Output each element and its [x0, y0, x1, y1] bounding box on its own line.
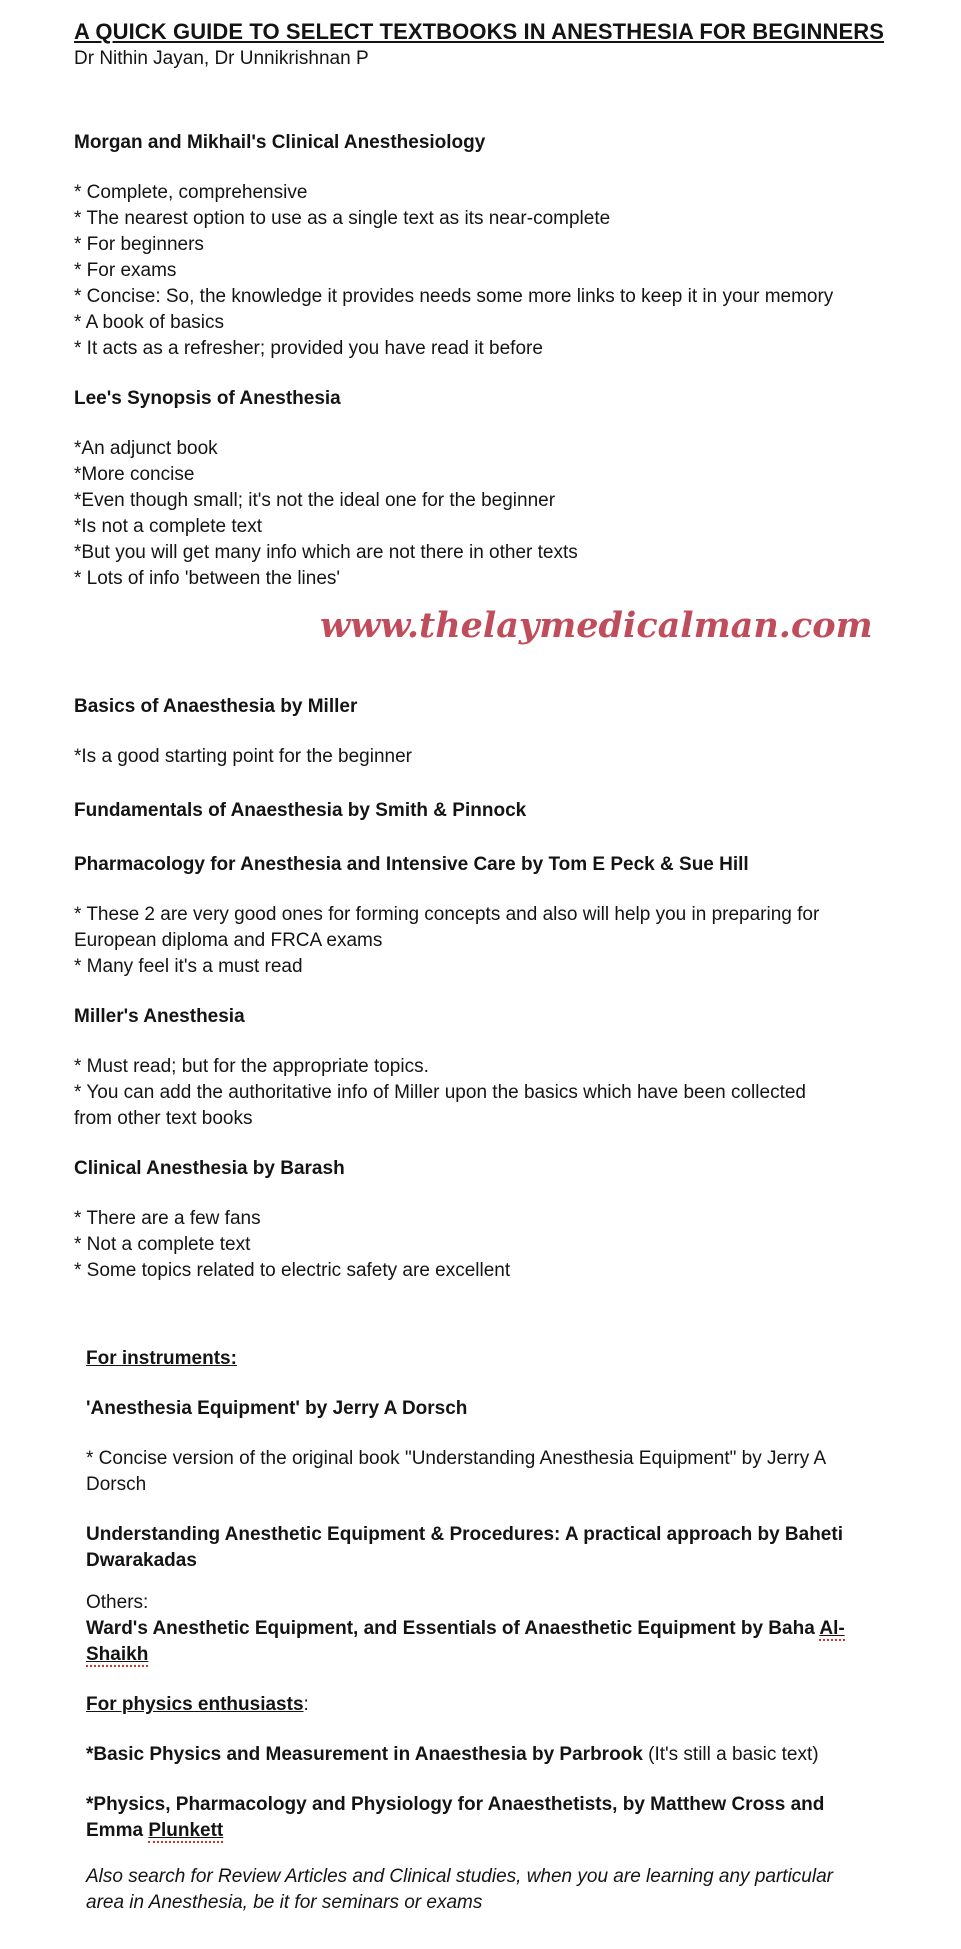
section-heading-morgan: Morgan and Mikhail's Clinical Anesthesiology [74, 132, 486, 153]
bullet-line: *An adjunct book [74, 438, 218, 459]
bullet-line: *Is a good starting point for the beginner [74, 746, 413, 767]
bullet-line: * Lots of info 'between the lines' [74, 568, 341, 589]
bullet-line: * Complete, comprehensive [74, 182, 308, 203]
section-heading-fundamentals: Fundamentals of Anaesthesia by Smith & Pinnock [74, 800, 527, 821]
bullet-line: * The nearest option to use as a single text as its near-complete [74, 208, 611, 229]
bullet-line: *Is not a complete text [74, 516, 262, 537]
bullet-list-millers [74, 1054, 931, 1132]
book-title-text: *Basic Physics and Measurement in Anaesthesia by Parbrook [86, 1744, 643, 1765]
bullet-line: * It acts as a refresher; provided you have read it before [74, 338, 543, 359]
subsection-heading-physics [86, 1692, 931, 1718]
bullet-list-lees [74, 436, 931, 592]
instruments-and-physics-block [86, 1346, 931, 1916]
bullet-line-continuation: from other text books [74, 1108, 253, 1129]
footnote [86, 1864, 931, 1916]
book-heading-cross [86, 1792, 931, 1844]
bullet-line: * Must read; but for the appropriate topics. [74, 1056, 429, 1077]
bullet-line: *But you will get many info which are not there in other texts [74, 542, 578, 563]
page-title: A QUICK GUIDE TO SELECT TEXTBOOKS IN ANESTHESIA FOR BEGINNERS [74, 19, 884, 44]
subsection-heading-colon: : [303, 1694, 309, 1715]
section-heading-basics: Basics of Anaesthesia by Miller [74, 696, 358, 717]
misspelled-word: Plunkett [148, 1820, 224, 1841]
misspelled-word: Al- [819, 1618, 845, 1639]
authors-line: Dr Nithin Jayan, Dr Unnikrishnan P [74, 48, 369, 69]
bullet-line: * For beginners [74, 234, 204, 255]
book-line-wards-continuation [86, 1642, 931, 1668]
subsection-heading-instruments: For instruments: [86, 1348, 237, 1369]
book-line-text: Ward's Anesthetic Equipment, and Essentials of Anaesthetic Equipment by Baha [86, 1618, 820, 1639]
bullet-line: * Concise version of the original book "Understanding Anesthesia Equipment" by Jerry A [86, 1448, 827, 1469]
section-heading-barash: Clinical Anesthesia by Barash [74, 1158, 345, 1179]
bullet-list-pharmacology [74, 902, 931, 980]
book-heading-line: Understanding Anesthetic Equipment & Procedures: A practical approach by Baheti [86, 1524, 843, 1545]
footnote-line: Also search for Review Articles and Clinical studies, when you are learning any particular [86, 1866, 833, 1887]
bullet-list-barash [74, 1206, 931, 1284]
footnote-line: area in Anesthesia, be it for seminars or exams [86, 1892, 483, 1913]
bullet-line: * Not a complete text [74, 1234, 251, 1255]
bullet-line: * You can add the authoritative info of Miller upon the basics which have been collected [74, 1082, 806, 1103]
bullet-line-continuation: European diploma and FRCA exams [74, 930, 383, 951]
book-heading-line [86, 1818, 931, 1844]
book-line-text: Emma [86, 1820, 149, 1841]
bullet-line: * There are a few fans [74, 1208, 261, 1229]
bullet-line: * A book of basics [74, 312, 224, 333]
book-heading-baheti [86, 1522, 931, 1574]
book-note-text: (It's still a basic text) [642, 1744, 819, 1765]
bullet-line: * These 2 are very good ones for forming concepts and also will help you in preparing for [74, 904, 820, 925]
book-line-wards [86, 1616, 931, 1642]
bullet-line: *More concise [74, 464, 195, 485]
section-heading-lees: Lee's Synopsis of Anesthesia [74, 388, 341, 409]
others-label: Others: [86, 1592, 149, 1613]
book-line-parbrook [86, 1742, 931, 1768]
bullet-line: * Many feel it's a must read [74, 956, 303, 977]
book-heading-line: Dwarakadas [86, 1550, 197, 1571]
bullet-line: * Some topics related to electric safety are excellent [74, 1260, 511, 1281]
bullet-line-continuation: Dorsch [86, 1474, 147, 1495]
bullet-line: * For exams [74, 260, 177, 281]
book-heading-dorsch: 'Anesthesia Equipment' by Jerry A Dorsch [86, 1398, 468, 1419]
bullet-line: *Even though small; it's not the ideal one for the beginner [74, 490, 556, 511]
misspelled-word: Shaikh [86, 1644, 149, 1665]
bullet-list-dorsch [86, 1446, 931, 1498]
subsection-heading-text: For physics enthusiasts [86, 1694, 304, 1715]
bullet-list-morgan [74, 180, 931, 362]
section-heading-millers: Miller's Anesthesia [74, 1006, 245, 1027]
watermark-text: www.thelaymedicalman.com [320, 605, 873, 646]
bullet-line: * Concise: So, the knowledge it provides needs some more links to keep it in your memory [74, 286, 834, 307]
section-heading-pharmacology: Pharmacology for Anesthesia and Intensive Care by Tom E Peck & Sue Hill [74, 854, 749, 875]
book-heading-line: *Physics, Pharmacology and Physiology for Anaesthetists, by Matthew Cross and [86, 1794, 825, 1815]
